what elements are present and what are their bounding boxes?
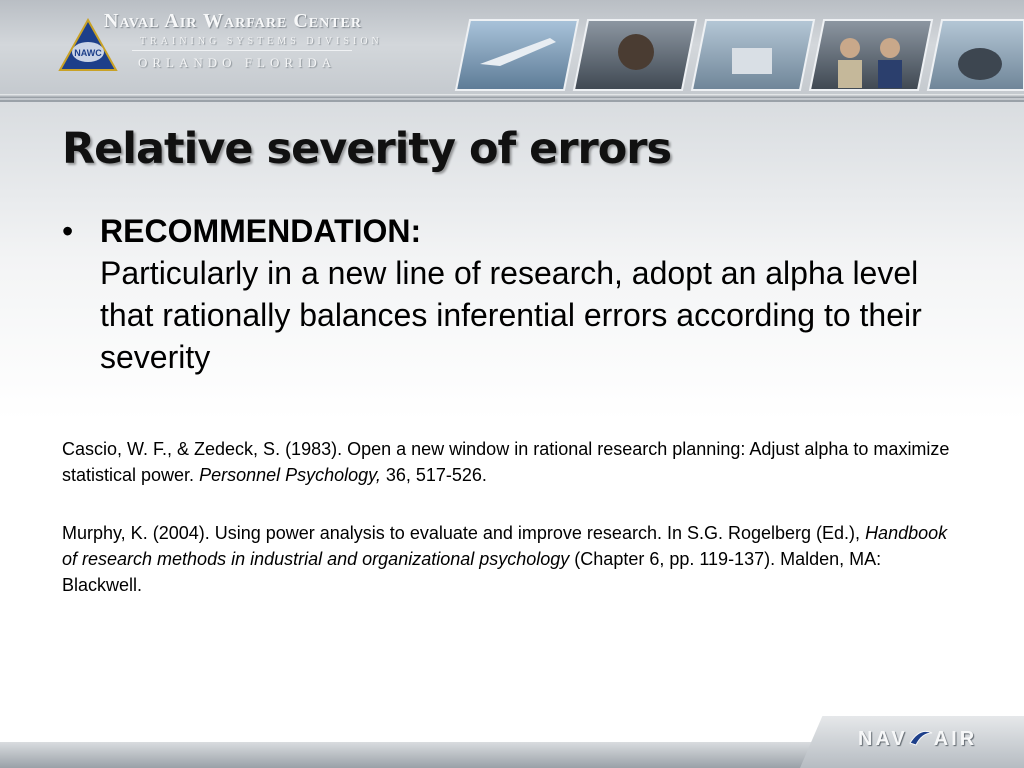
- header-bottom-rule: [0, 94, 1024, 98]
- slide-title: Relative severity of errors: [62, 124, 672, 174]
- header-photo-strip: [440, 14, 1024, 94]
- reference-cascio: [62, 436, 962, 488]
- header-banner: [0, 0, 1024, 102]
- bullet-body: [100, 210, 960, 378]
- navair-swoosh-icon: [908, 729, 934, 747]
- reference-text: Murphy, K. (2004). Using power analysis to evaluate and improve research. In S.G. Rogelberg (Ed.),: [62, 523, 866, 543]
- recommendation-text: Particularly in a new line of research, adopt an alpha level that rationally balances inferential errors according to their severity: [100, 255, 922, 375]
- navair-logo-left: NAV: [858, 728, 908, 750]
- photo-personnel-icon: [810, 20, 932, 90]
- recommendation-heading: RECOMMENDATION:: [100, 213, 422, 249]
- reference-pages: 36, 517-526.: [380, 465, 487, 485]
- photo-ship-icon: [692, 20, 814, 90]
- org-location: ORLANDO FLORIDA: [138, 55, 337, 70]
- navair-logo-right: AIR: [933, 728, 978, 750]
- org-division: TRAINING SYSTEMS DIVISION: [140, 36, 383, 47]
- navair-logo: [858, 728, 977, 751]
- reference-text: Cascio, W. F., & Zedeck, S. (1983). Open a new window in rational research planning: Adjust alpha to maximize statistical power.: [62, 439, 950, 485]
- reference-book: Handbook of research methods in industrial and organizational psychology: [62, 523, 948, 569]
- org-title: Naval Air Warfare Center: [104, 10, 363, 32]
- photo-jet-icon: [456, 20, 578, 90]
- reference-pages: (Chapter 6, pp. 119-137). Malden, MA: Blackwell.: [62, 549, 882, 595]
- logo-text: NAWC: [74, 48, 102, 58]
- header-divider: [132, 50, 352, 51]
- reference-murphy: [62, 520, 962, 598]
- reference-journal: Personnel Psychology,: [199, 465, 381, 485]
- bullet-icon: •: [62, 213, 74, 249]
- photo-pilot-icon: [574, 20, 696, 90]
- photo-submarine-icon: [928, 20, 1024, 90]
